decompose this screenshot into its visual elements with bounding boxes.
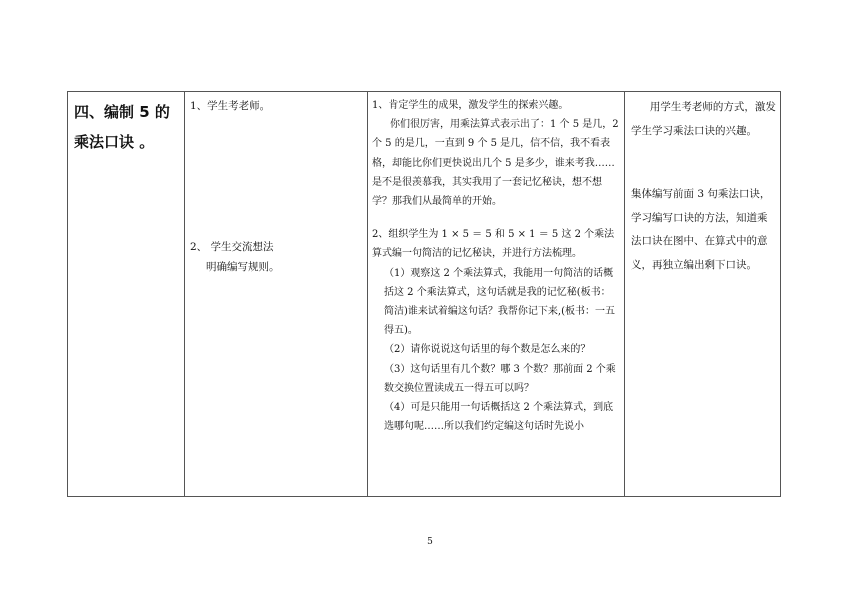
student-activity-cell: [185, 92, 368, 497]
student-activity-2-detail: 明确编写规则。: [206, 261, 280, 274]
teacher-activity-1-detail: 你们很厉害，用乘法算式表示出了：1 个 5 是几，2 个 5 的是几，一直到 9 个 5 是几，信不信，我不看表格，却能比你们更快说出几个 5 是多少，谁来考我……是不是很羡慕我，其实我用了一套记忆秘诀，想不想学？那我们从最简单的开始。: [372, 119, 619, 208]
lesson-plan-table: [67, 91, 781, 497]
design-intent-1: 用学生考老师的方式，激发学生学习乘法口诀的兴趣。: [631, 101, 776, 137]
teacher-activity-cell: [368, 92, 625, 497]
student-activity-2: 2、 学生交流想法: [190, 241, 274, 254]
page-number: 5: [427, 537, 433, 547]
design-intent-2: 集体编写前面 3 句乘法口诀，学习编写口诀的方法，知道乘法口诀在图中、在算式中的意义，再独立编出剩下口诀。: [631, 188, 771, 271]
student-activity-1: 1、学生考老师。: [190, 100, 271, 112]
teacher-step-3: （3）这句话里有几个数？哪 3 个数？那前面 2 个乘数交换位置读成五一得五可以吗？: [384, 363, 616, 394]
table-row: [68, 92, 781, 497]
teacher-step-1: （1）观察这 2 个乘法算式，我能用一句简洁的话概括这 2 个乘法算式，这句话就是我的记忆秘(板书：简洁)谁来试着编这句话？我帮你记下来,(板书：一五得五)。: [384, 267, 615, 337]
teacher-step-4: （4）可是只能用一句话概括这 2 个乘法算式，到底选哪句呢……所以我们约定编这句话时先说小: [384, 402, 614, 433]
section-title: 四、编制 5 的乘法口诀 。: [74, 103, 170, 151]
section-title-cell: [68, 92, 185, 497]
teacher-activity-2: 2、组织学生为 1 × 5 ＝ 5 和 5 × 1 ＝ 5 这 2 个乘法算式编一句简洁的记忆秘诀，并进行方法梳理。: [372, 229, 615, 260]
teacher-activity-1: 1、肯定学生的成果，激发学生的探索兴趣。: [372, 100, 569, 111]
teacher-step-2: （2）请你说说这句话里的每个数是怎么来的？: [384, 344, 591, 356]
design-intent-cell: [625, 92, 781, 497]
